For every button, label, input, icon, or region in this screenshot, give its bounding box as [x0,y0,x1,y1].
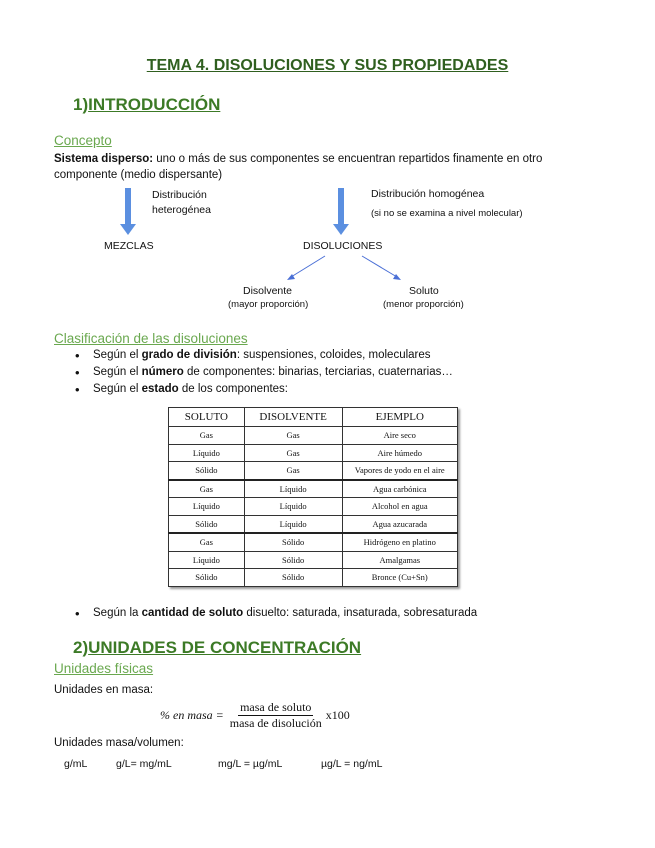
cell-disolvente: Líquido [244,480,342,498]
cell-disolvente: Líquido [244,498,342,516]
cell-ejemplo: Agua azucarada [342,515,457,533]
section-2-label: UNIDADES DE CONCENTRACIÓN [88,638,362,657]
cell-ejemplo: Bronce (Cu+Sn) [342,569,457,587]
homogenea-label: Distribución homogénea [371,188,485,200]
cell-soluto: Gas [169,480,245,498]
arrow-down-right-icon [333,188,349,235]
section-1-number: 1) [73,95,89,114]
item-bold: grado de división [141,349,237,361]
unit-ug-l: µg/L = ng/mL [321,758,383,770]
item-bold: cantidad de soluto [141,607,244,619]
cell-ejemplo: Alcohol en agua [342,498,457,516]
homogenea-note: (si no se examina a nivel molecular) [371,208,523,219]
section-2-heading [73,638,361,658]
mass-percent-formula [160,698,350,732]
section-2-number: 2) [73,638,89,657]
table-row [169,480,458,498]
cell-soluto: Sólido [169,569,245,587]
item-bold: número [141,366,184,378]
unit-g-l: g/L= mg/mL [116,758,172,770]
cell-soluto: Sólido [169,462,245,480]
item-pre: Según la [93,607,142,619]
item-post: disuelto: saturada, insaturada, sobresaturada [243,607,478,619]
header-soluto: SOLUTO [169,408,245,427]
disoluciones-label: DISOLUCIONES [303,240,383,252]
table-row [169,533,458,551]
cell-ejemplo: Agua carbónica [342,480,457,498]
clasificacion-list [75,347,595,398]
cell-disolvente: Sólido [244,569,342,587]
header-ejemplo: EJEMPLO [342,408,457,427]
item-post: : suspensiones, coloides, moleculares [236,349,431,361]
item-pre: Según el [93,366,142,378]
cell-disolvente: Gas [244,444,342,462]
cell-ejemplo: Amalgamas [342,551,457,569]
item-pre: Según el [93,349,142,361]
header-disolvente: DISOLVENTE [244,408,342,427]
concepto-heading: Concepto [54,133,112,148]
formula-multiplier: x100 [325,707,350,722]
unidades-masa-volumen-label: Unidades masa/volumen: [54,737,184,749]
cell-soluto: Sólido [169,515,245,533]
disolvente-label: Disolvente [243,285,293,297]
formula-lhs: % en masa = [160,707,224,722]
cell-soluto: Líquido [169,498,245,516]
list-item [75,364,595,381]
unit-g-ml: g/mL [64,758,88,770]
item-post: de componentes: binarias, terciarias, cuaternarias… [183,366,453,378]
clasificacion-heading: Clasificación de las disoluciones [54,331,248,346]
table-row [169,515,458,533]
table-header-row [169,408,458,427]
item-bold: estado [141,383,179,395]
cell-disolvente: Sólido [244,533,342,551]
cell-disolvente: Líquido [244,515,342,533]
table-row [169,427,458,445]
cantidad-list [75,605,595,622]
cell-soluto: Líquido [169,551,245,569]
formula-numerator: masa de soluto [240,699,312,714]
formula-denominator: masa de disolución [229,715,322,730]
heterogenea-label [152,188,211,218]
heterogenea-line-1: Distribución [152,189,207,201]
concepto-text: uno o más de sus componentes se encuentran repartidos finamente en otro componente (medio dispersante) [54,153,543,181]
cell-disolvente: Sólido [244,551,342,569]
cell-ejemplo: Vapores de yodo en el aire [342,462,457,480]
list-item [75,381,595,398]
arrow-down-left-icon [120,188,136,235]
cell-ejemplo: Aire seco [342,427,457,445]
cell-soluto: Gas [169,427,245,445]
cell-soluto: Líquido [169,444,245,462]
table-row [169,551,458,569]
table-row [169,569,458,587]
unidades-masa-label: Unidades en masa: [54,684,154,696]
arrow-to-disolvente-icon [287,256,325,280]
states-table-wrapper [168,407,458,587]
disolvente-note: (mayor proporción) [228,299,309,310]
table-row [169,498,458,516]
item-pre: Según el [93,383,142,395]
states-table [168,407,458,587]
cell-ejemplo: Aire húmedo [342,444,457,462]
list-item [75,347,595,364]
page-title: TEMA 4. DISOLUCIONES Y SUS PROPIEDADES [146,57,509,74]
arrow-to-soluto-icon [362,256,401,280]
cell-disolvente: Gas [244,427,342,445]
diagram-arrows [0,0,655,320]
formula-fraction [228,700,324,731]
cell-disolvente: Gas [244,462,342,480]
list-item [75,605,595,622]
unidades-heading: Unidades físicas [54,661,154,676]
unit-mg-l: mg/L = µg/mL [218,758,283,770]
section-1-label: INTRODUCCIÓN [88,95,221,114]
mezclas-label: MEZCLAS [104,240,154,252]
table-row [169,444,458,462]
soluto-note: (menor proporción) [383,299,464,310]
soluto-label: Soluto [409,285,439,297]
item-post: de los componentes: [178,383,289,395]
cell-soluto: Gas [169,533,245,551]
cell-ejemplo: Hidrógeno en platino [342,533,457,551]
concepto-term: Sistema disperso: [54,153,154,165]
table-row [169,462,458,480]
heterogenea-line-2: heterogénea [152,204,211,216]
